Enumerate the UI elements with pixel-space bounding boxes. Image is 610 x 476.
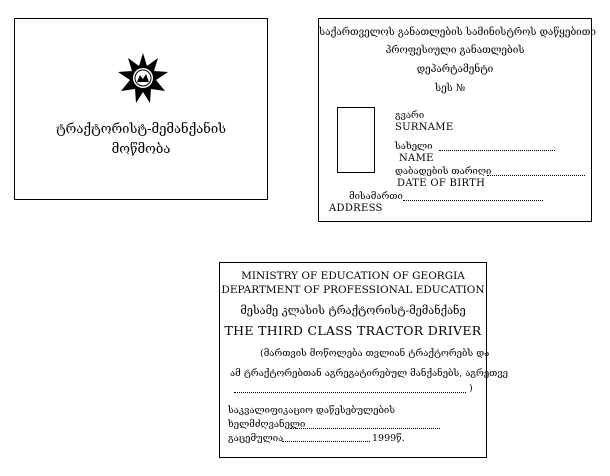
ministry-title: MINISTRY OF EDUCATION OF GEORGIA	[241, 270, 465, 282]
education-header: პროფესიული განათლების	[385, 45, 525, 56]
serial-number-label: სეს №	[435, 83, 466, 94]
name-field-line	[439, 150, 555, 151]
name-label-geo: სახელი	[395, 141, 433, 152]
closing-parenthesis: )	[469, 383, 473, 394]
license-class: THE THIRD CLASS TRACTOR DRIVER	[224, 323, 482, 338]
issuer-label: საკვალიფიკაციო დაწესებულების	[228, 405, 395, 416]
address-field-line	[403, 200, 543, 201]
license-class-geo: მესამე კლასის ტრაქტორისტ-მემანქანე	[240, 304, 466, 317]
address-label-geo: მისამართი	[349, 191, 403, 202]
vehicle-types-line	[234, 392, 466, 393]
holder-info-card	[318, 18, 596, 222]
ministry-header: საქართველოს განათლების სამინისტროს დაწყებითი	[319, 27, 596, 38]
issue-year: 1999წ.	[372, 433, 405, 444]
director-label: ხელმძღვანელი	[228, 419, 306, 430]
license-description-line1: (მართვის მოწოლება თვლიან ტრაქტორებს და	[260, 348, 490, 359]
director-signature-line	[290, 428, 440, 429]
name-label: NAME	[399, 153, 434, 164]
address-label: ADDRESS	[329, 203, 383, 214]
surname-label-geo: გვარი	[395, 110, 425, 121]
license-description-line2: ამ ტრაქტორებთან აგრეგატირებულ მანქანებს, აგრეთვე	[230, 368, 508, 379]
department-header: დეპარტამენტი	[416, 64, 494, 75]
dob-label: DATE OF BIRTH	[397, 178, 486, 189]
certificate-cover	[14, 18, 268, 200]
license-card	[219, 262, 508, 458]
dob-label-geo: დაბადების თარიღი	[395, 166, 492, 177]
dob-field-line	[487, 175, 585, 176]
department-title: DEPARTMENT OF PROFESSIONAL EDUCATION	[221, 284, 485, 296]
cover-title: ტრაქტორისტ-მემანქანის	[55, 122, 227, 137]
photo-placeholder	[337, 107, 375, 173]
issued-label: გაცემულია	[228, 433, 284, 444]
cover-subtitle: მოწმობა	[111, 142, 171, 157]
surname-label: SURNAME	[395, 122, 454, 133]
state-emblem-icon	[118, 53, 168, 103]
issue-date-line	[282, 441, 370, 442]
